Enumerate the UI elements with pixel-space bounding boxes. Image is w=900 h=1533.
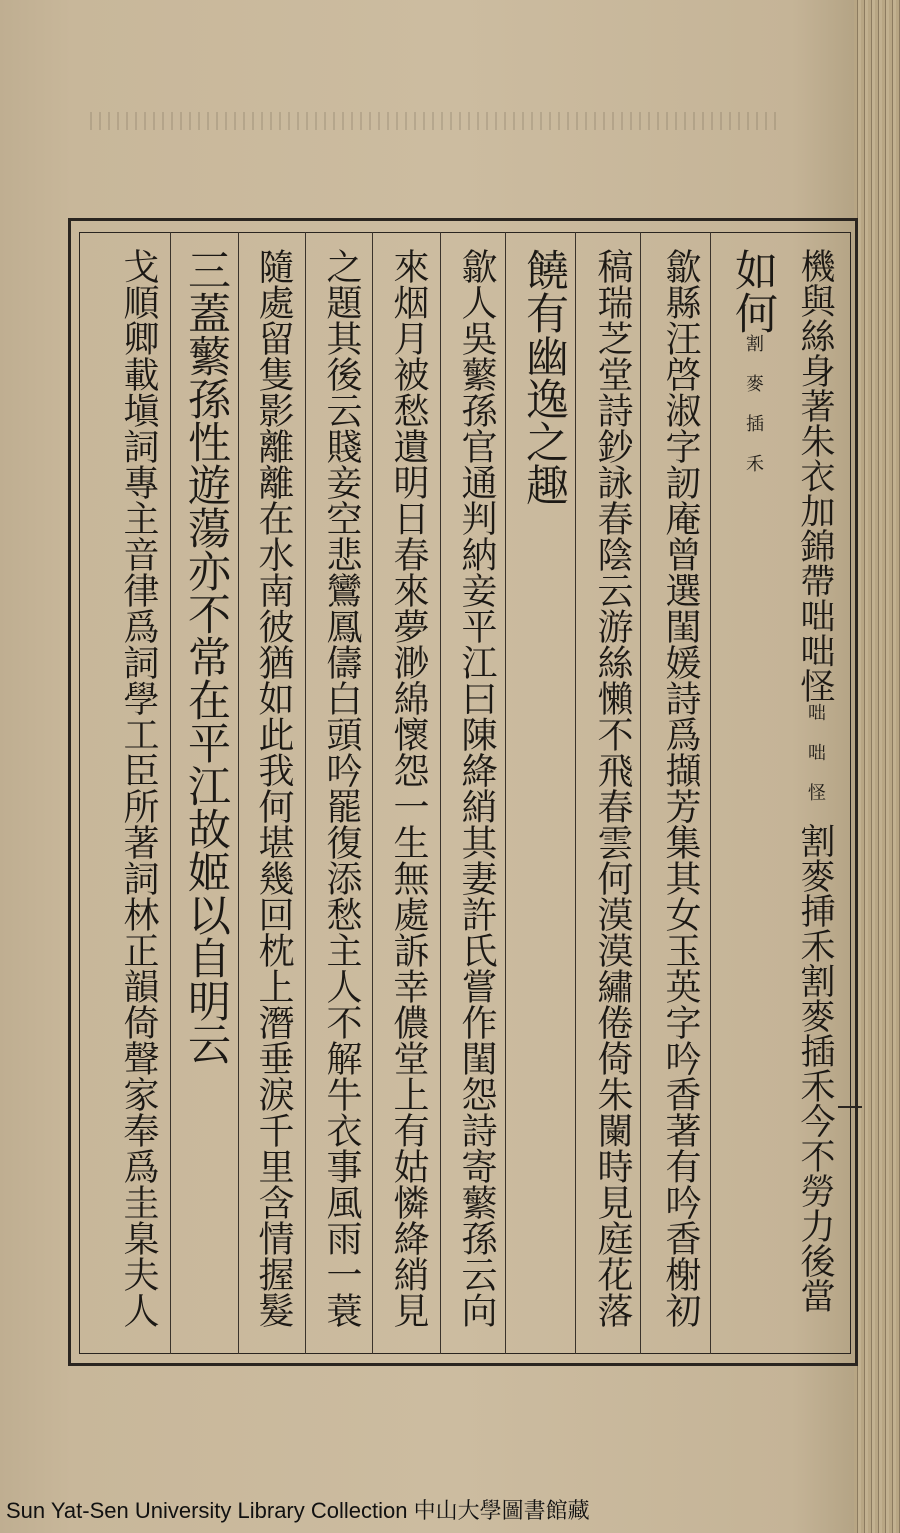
text-column-5: 饒有幽逸之趣: [519, 248, 569, 506]
column-text-continued: 割麥挿禾割麥插禾今不勞力後當: [795, 823, 835, 1313]
column-rule: [710, 232, 711, 1354]
column-rule: [440, 232, 441, 1354]
inline-annotation: 割麥插禾: [743, 334, 764, 494]
text-column-1: [785, 248, 845, 1313]
text-column-10: 三蓋蘩孫性遊蕩亦不常在平江故姬以自明云: [181, 248, 231, 1065]
inline-annotation: 咄咄怪: [805, 703, 826, 823]
text-column-6: 歙人吳蘩孫官通判納妾平江曰陳絳綃其妻許氏嘗作閨怨詩寄蘩孫云向: [456, 248, 497, 1328]
column-rule: [170, 232, 171, 1354]
text-column-3: 歙縣汪啓淑字訒庵曾選閨媛詩爲擷芳集其女玉英字吟香著有吟香榭初: [660, 248, 701, 1328]
bleed-through-text: [90, 112, 780, 130]
text-column-7: 來烟月被愁遺明日春來夢渺綿懷怨一生無處訴幸儂堂上有姑憐絳綃見: [388, 248, 429, 1328]
collection-watermark: Sun Yat-Sen University Library Collection 中山大學圖書館藏: [6, 1498, 590, 1523]
column-text: 機與絲身著朱衣加錦帶咄咄怪: [795, 248, 835, 703]
text-column-11: 戈順卿載塡詞專主音律爲詞學工臣所著詞林正韻倚聲家奉爲圭臬夫人: [118, 248, 159, 1328]
column-rule: [372, 232, 373, 1354]
column-rule: [305, 232, 306, 1354]
column-text: 如何: [728, 248, 778, 334]
page-stack-edge: [854, 0, 900, 1533]
text-column-9: 隨處留隻影離離在水南彼猶如此我何堪幾回枕上潛垂淚千里含情握髮: [253, 248, 294, 1328]
column-rule: [575, 232, 576, 1354]
text-column-2: [723, 248, 783, 494]
text-column-8: 之題其後云賤妾空悲鸞鳳儔白頭吟罷復添愁主人不解牛衣事風雨一蓑: [321, 248, 362, 1328]
text-column-4: 稿瑞芝堂詩鈔詠春陰云游絲懶不飛春雲何漠漠繡倦倚朱闌時見庭花落: [592, 248, 633, 1328]
column-rule: [238, 232, 239, 1354]
